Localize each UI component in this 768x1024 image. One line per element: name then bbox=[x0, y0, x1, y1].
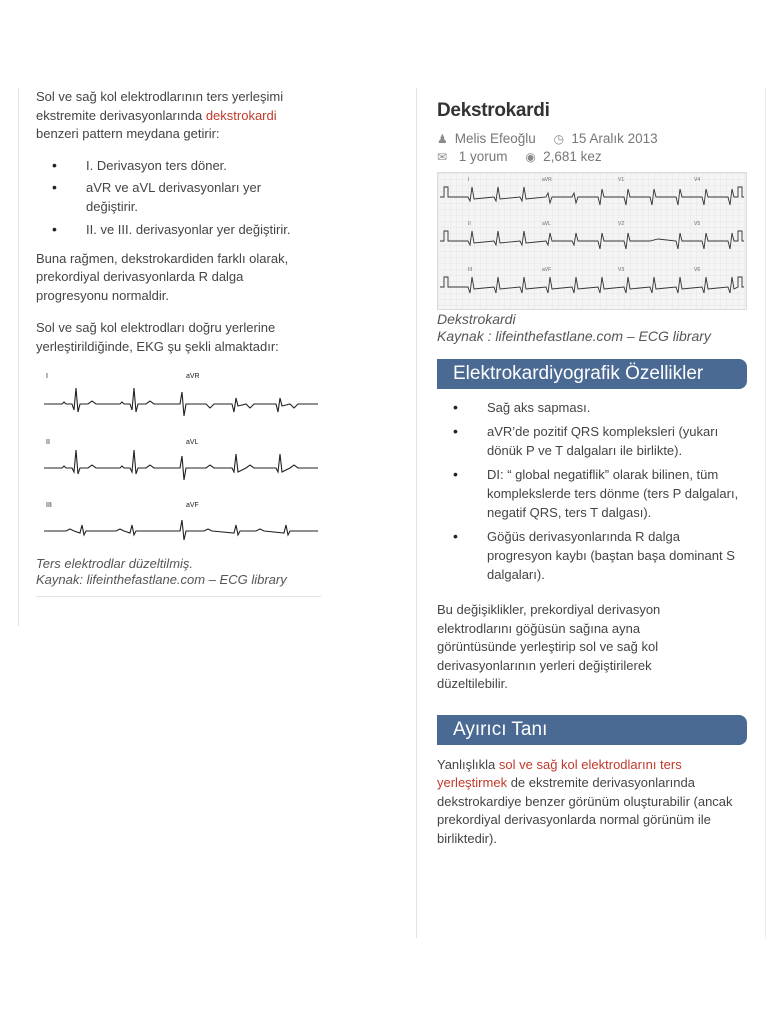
left-bullet-list bbox=[36, 156, 321, 239]
differential-paragraph bbox=[437, 756, 747, 849]
diff-text-2: de ekstremite derivasyonlarında dekstrokardiye benzer görünüm oluşturabilir (ancak prekordiyal derivasyonlarda normal görünüm ile birliktedir). bbox=[437, 775, 733, 846]
correction-paragraph: Bu değişiklikler, prekordiyal derivasyon elektrodlarını göğüsün sağına ayna görüntüsünde yerleştirip sol ve sağ kol derivasyonlarının yerleri değiştirilerek düzeltilebilir. bbox=[437, 602, 661, 691]
ecg-label: V5 bbox=[694, 221, 701, 227]
dekstrokardi-link[interactable]: dekstrokardi bbox=[205, 107, 277, 123]
meta-row-2 bbox=[437, 148, 747, 166]
ecg-label: aVL bbox=[186, 439, 199, 446]
list-item: • Sağ aks sapması. bbox=[437, 398, 747, 417]
section-heading-ecg-features: Elektrokardiyografik Özellikler bbox=[437, 359, 747, 389]
eye-icon: ◉ bbox=[525, 150, 536, 164]
ecg-label: I bbox=[46, 373, 48, 380]
dextrocardia-ecg-image bbox=[437, 172, 747, 310]
intro-text-2: benzeri pattern meydana getirir: bbox=[36, 126, 220, 141]
reversed-electrodes-link[interactable]: sol ve sağ kol elektrodlarını ters yerleştirmek bbox=[437, 756, 682, 790]
corrected-ecg-image bbox=[36, 368, 321, 553]
comments-icon: ✉ bbox=[437, 150, 448, 164]
ecg-trace-row3 bbox=[44, 520, 318, 540]
dextrocardia-ecg-figure bbox=[438, 173, 746, 309]
diff-text-1: Yanlışlıkla bbox=[437, 756, 499, 772]
left-caption-2: Kaynak: lifeinthefastlane.com – ECG library bbox=[36, 572, 287, 587]
intro-paragraph bbox=[36, 88, 306, 144]
views-text: 2,681 kez bbox=[543, 149, 602, 164]
ecg-label: V2 bbox=[618, 221, 625, 227]
right-column bbox=[416, 88, 767, 938]
right-caption-1: Dekstrokardi bbox=[437, 311, 516, 327]
ecg-label: III bbox=[468, 267, 473, 273]
ecg-label: V4 bbox=[694, 177, 701, 183]
left-column bbox=[18, 88, 321, 626]
ecg-label: aVF bbox=[186, 502, 199, 509]
list-item: • aVR’de pozitif QRS kompleksleri (yukarı dönük P ve T dalgaları ile birlikte). bbox=[437, 422, 747, 460]
corrected-ecg-figure bbox=[36, 368, 321, 553]
list-item: • Göğüs derivasyonlarında R dalga progresyon kaybı (baştan başa dominant S dalgaları). bbox=[437, 527, 747, 584]
ecg-label: V6 bbox=[694, 267, 701, 273]
paragraph-2: Buna rağmen, dekstrokardiden farklı olarak, prekordiyal derivasyonlarda R dalga progresyonu normaldir. bbox=[36, 250, 289, 303]
meta-row-1 bbox=[437, 130, 747, 148]
ecg-trace-row1 bbox=[44, 388, 318, 416]
comments-link[interactable]: 1 yorum bbox=[458, 149, 508, 164]
ecg-label: aVL bbox=[542, 221, 551, 227]
ecg-label: aVF bbox=[542, 267, 552, 273]
ecg-label: V1 bbox=[618, 177, 625, 183]
author-link[interactable]: Melis Efeoğlu bbox=[454, 131, 536, 146]
list-item: • aVR ve aVL derivasyonları yer değiştirir. bbox=[36, 178, 321, 216]
date-text: 15 Aralık 2013 bbox=[571, 131, 658, 146]
list-item: • II. ve III. derivasyonlar yer değiştirir. bbox=[36, 220, 321, 239]
right-edge-line bbox=[765, 88, 766, 938]
right-caption-2: Kaynak : lifeinthefastlane.com – ECG library bbox=[437, 328, 711, 344]
article-meta bbox=[437, 130, 747, 166]
clock-icon: ◷ bbox=[553, 132, 565, 146]
ecg-label: II bbox=[468, 221, 471, 227]
left-caption-1: Ters elektrodlar düzeltilmiş. bbox=[36, 556, 194, 571]
ecg-label: II bbox=[46, 439, 50, 446]
section-heading-differential: Ayırıcı Tanı bbox=[437, 715, 747, 745]
paragraph-3: Sol ve sağ kol elektrodları doğru yerlerine yerleştirildiğinde, EKG şu şekli almaktadır: bbox=[36, 320, 279, 354]
ecg-label: V3 bbox=[618, 267, 625, 273]
left-divider bbox=[36, 596, 321, 597]
ecg-label: aVR bbox=[186, 373, 200, 380]
article-title: Dekstrokardi bbox=[437, 100, 550, 121]
ecg-trace-row2 bbox=[44, 450, 318, 480]
list-item: • DI: “ global negatiflik” olarak bilinen, tüm komplekslerde ters dönme (ters P dalgaları, negatif QRS, ters T dalgası). bbox=[437, 465, 747, 522]
features-list bbox=[437, 398, 747, 584]
list-item: • I. Derivasyon ters döner. bbox=[36, 156, 321, 175]
ecg-label: I bbox=[468, 177, 470, 183]
ecg-label: aVR bbox=[542, 177, 552, 183]
ecg-traces bbox=[44, 388, 318, 540]
intro-text-1: Sol ve sağ kol elektrodlarının ters yerleşimi ekstremite derivasyonlarında bbox=[36, 89, 284, 123]
user-icon: ♟ bbox=[437, 132, 448, 146]
ecg-label: III bbox=[46, 502, 52, 509]
